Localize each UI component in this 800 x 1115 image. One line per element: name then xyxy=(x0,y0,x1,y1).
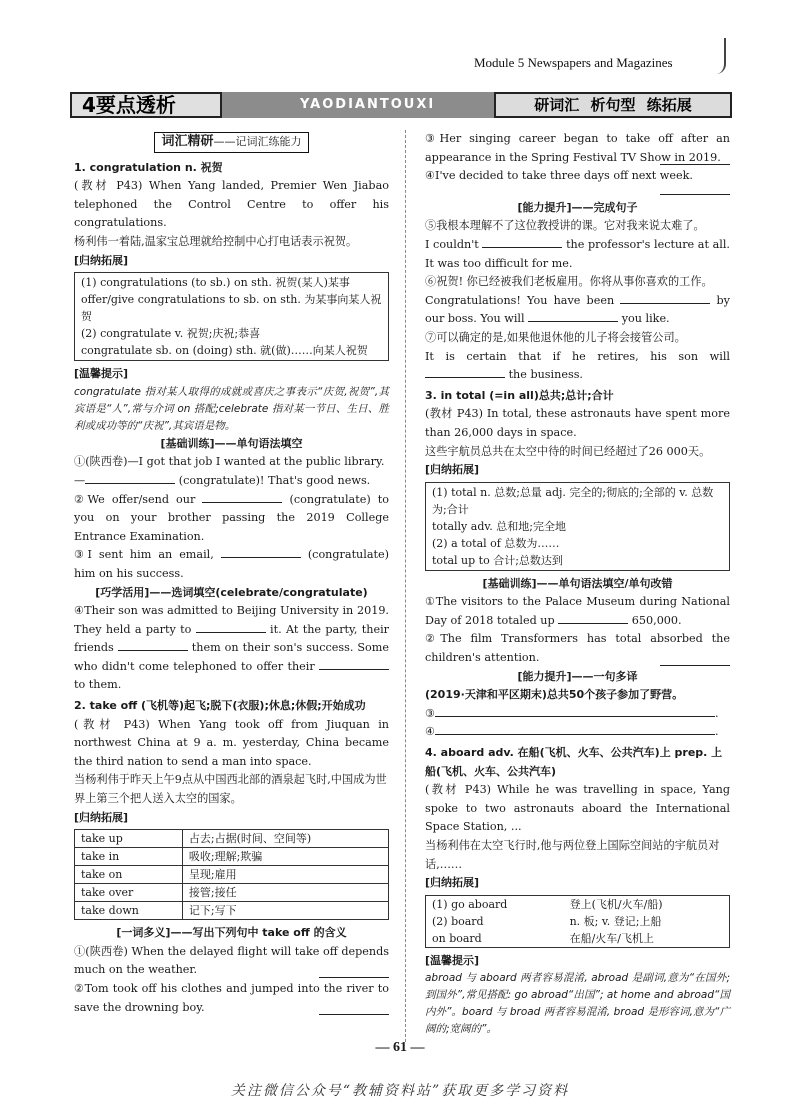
item2-text-cn: 当杨利伟于昨天上午9点从中国西北部的酒泉起飞时,中国成为世界上第三个把人送入太空的国家。 xyxy=(74,773,387,806)
vocab-section-title xyxy=(74,132,389,153)
table-cell: (1) go aboard xyxy=(432,897,508,911)
table-cell: 在船/火车/飞机上 xyxy=(569,931,655,945)
item2-drill-title: [一词多义]——写出下列句中 take off 的含义 xyxy=(116,926,347,940)
item4-tag: [归纳拓展] xyxy=(425,876,480,890)
item1-box-line: offer/give congratulations to sb. on sth. 为某事向某人祝贺 xyxy=(81,293,382,324)
item1-tag: [归纳拓展] xyxy=(74,253,129,267)
drill-text: ②We offer/send our xyxy=(74,492,196,506)
ability-line xyxy=(425,236,730,273)
ability-title: [能力提升]——完成句子 xyxy=(517,200,638,214)
table-row xyxy=(75,848,389,866)
ability-text: the business. xyxy=(508,368,583,382)
item4-text-cn: 当杨利伟在太空飞行时,他与两位登上国际空间站的宇航员对话,…… xyxy=(425,839,720,871)
answer-blank[interactable] xyxy=(482,236,562,248)
drill-text: 650,000. xyxy=(631,613,682,627)
table-cell: take up xyxy=(75,830,183,848)
table-row xyxy=(75,884,389,902)
column-divider xyxy=(405,130,406,1042)
item1-title: 1. congratulation n. 祝贺 xyxy=(74,160,223,174)
answer-line[interactable] xyxy=(319,1014,389,1015)
right-column xyxy=(425,130,730,1038)
drill-line: ③Her singing career began to take off after an appearance in the Spring Festival TV Show in 2019. xyxy=(425,132,730,164)
answer-blank[interactable] xyxy=(202,491,282,503)
apply-text: them on their son's success. Some who didn't come telephoned to offer their xyxy=(74,641,390,673)
item2-title: 2. take off (飞机等)起飞;脱下(衣服);休息;休假;开始成功 xyxy=(74,699,366,713)
vocab-title-box xyxy=(154,132,308,153)
answer-blank[interactable] xyxy=(620,292,710,304)
item1-box-line: (2) congratulate v. 祝贺;庆祝;恭喜 xyxy=(81,327,261,341)
ability-cn: ⑥祝贺! 你已经被我们老板雇用。你将从事你喜欢的工作。 xyxy=(425,275,713,289)
answer-blank[interactable] xyxy=(319,658,389,670)
drill-line: ①(陕西卷)—I got that job I wanted at the public library. xyxy=(74,455,385,469)
translate-line: ③ . xyxy=(425,706,719,720)
ability-text: the professor's lecture at all. It was too difficult for me. xyxy=(425,237,730,270)
drill-line xyxy=(74,546,389,583)
ability-text: by our boss. You will xyxy=(425,293,730,326)
drill-text: (congratulate) to you on your brother passing the 2019 College Entrance Examination. xyxy=(74,492,389,543)
drill-text: ③I sent him an email, xyxy=(74,548,214,562)
band-left-title: 4要点透析 xyxy=(70,92,222,118)
drill-text: ①The visitors to the Palace Museum during National Day of 2018 totaled up xyxy=(425,595,730,627)
ability-text: I couldn't xyxy=(425,237,479,251)
item4-text-en: (教材 P43) While he was travelling in space, Yang spoke to two astronauts aboard the International Space Station, ... xyxy=(425,783,730,834)
section-band xyxy=(70,92,732,118)
ability-cn: ⑦可以确定的是,如果他退休他的儿子将会接管公司。 xyxy=(425,330,686,344)
table-cell: n. 板; v. 登记;上船 xyxy=(569,914,662,928)
apply-line xyxy=(74,602,389,695)
table-cell: 记下;写下 xyxy=(182,902,388,920)
table-cell: 占去;占据(时间、空间等) xyxy=(182,830,388,848)
answer-blank[interactable] xyxy=(221,546,301,558)
ability-text: Congratulations! You have been xyxy=(425,293,615,307)
item3-ability-question: (2019·天津和平区期末)总共50个孩子参加了野营。 xyxy=(425,688,684,702)
table-cell: 接管;接任 xyxy=(182,884,388,902)
apply-text: to them. xyxy=(74,678,122,692)
left-column xyxy=(74,130,389,1017)
item1-box-line: (1) congratulations (to sb.) on sth. 祝贺(某人)某事 xyxy=(81,276,350,290)
table-cell: take over xyxy=(75,884,183,902)
item1-text-en: (教材 P43) When Yang landed, Premier Wen Jiabao telephoned the Control Centre to offer his congratulations. xyxy=(74,179,389,230)
drill-line: ④I've decided to take three days off next week. xyxy=(425,169,693,183)
band-right-title: 研词汇 析句型 练拓展 xyxy=(494,92,732,118)
answer-line[interactable] xyxy=(660,194,730,195)
item1-tip-tag: [温馨提示] xyxy=(74,367,129,381)
item4-title: 4. aboard adv. 在船(飞机、火车、公共汽车)上 prep. 上船(飞机、火车、公共汽车) xyxy=(425,746,723,778)
item3-text-cn: 这些宇航员总共在太空中待的时间已经超过了26 000天。 xyxy=(425,444,711,458)
item3-box xyxy=(425,482,730,571)
table-cell: take down xyxy=(75,902,183,920)
drill-line: ②The film Transformers has total absorbed the children's attention. xyxy=(425,632,730,665)
item1-tip: congratulate 指对某人取得的成就或喜庆之事表示“庆贺,祝贺”,其宾语是“人”,常与介词 on 搭配;celebrate 指对某一节日、生日、胜利或成功等的“庆祝”,其宾语是物。 xyxy=(74,385,389,432)
item3-text-en: (教材 P43) In total, these astronauts have spent more than 26,000 days in space. xyxy=(425,407,730,439)
item3-box-line: (2) a total of 总数为…… xyxy=(432,536,560,550)
item2-tag: [归纳拓展] xyxy=(74,810,129,824)
header-bracket-decoration xyxy=(714,38,726,74)
table-row xyxy=(75,866,389,884)
vocab-title-text: 词汇精研 xyxy=(161,134,214,149)
item4-table xyxy=(425,895,730,948)
answer-blank[interactable] xyxy=(435,723,715,735)
table-row xyxy=(426,913,730,930)
answer-blank[interactable] xyxy=(118,639,188,651)
dash: — xyxy=(74,473,86,487)
item3-box-line: total up to 合计;总数达到 xyxy=(432,553,563,567)
table-cell: 吸收;理解;欺骗 xyxy=(182,848,388,866)
mark: ③ xyxy=(425,706,436,720)
band-pinyin: YAODIANTOUXI xyxy=(300,97,436,112)
answer-blank[interactable] xyxy=(196,621,266,633)
item4-tip-tag: [温馨提示] xyxy=(425,953,480,967)
table-row xyxy=(75,902,389,920)
answer-blank[interactable] xyxy=(435,705,715,717)
drill-text: (congratulate)! That's good news. xyxy=(178,473,371,487)
ability-line xyxy=(425,348,730,385)
item2-text-en: (教材 P43) When Yang took off from Jiuquan in northwest China at 9 a. m. yesterday, China became the third nation to send a man into space. xyxy=(74,717,389,768)
item1-box-line: congratulate sb. on (doing) sth. 就(做)……向某人祝贺 xyxy=(81,344,368,358)
table-cell: take in xyxy=(75,848,183,866)
table-cell: (2) board xyxy=(432,914,484,928)
drill-line: ②Tom took off his clothes and jumped into the river to save the drowning boy. xyxy=(74,982,389,1014)
translate-line: ④ . xyxy=(425,725,719,739)
item3-ability-title: [能力提升]——一句多译 xyxy=(517,669,638,683)
ability-text: It is certain that if he retires, his son will xyxy=(425,349,730,363)
item1-text-cn: 杨利伟一着陆,温家宝总理就给控制中心打电话表示祝贺。 xyxy=(74,234,358,248)
drill-line xyxy=(74,472,389,491)
apply-text: ④Their son was admitted to Beijing University in 2019. They held a party to xyxy=(74,604,389,636)
ability-line xyxy=(425,292,730,329)
drill-line xyxy=(74,491,389,547)
ability-text: you like. xyxy=(621,312,670,326)
table-row xyxy=(426,895,730,913)
table-row xyxy=(75,830,389,848)
drill-line: ①(陕西卷) When the delayed flight will take off depends much on the weather. xyxy=(74,944,389,977)
drill-text: (congratulate) him on his success. xyxy=(74,548,389,580)
footer-note: 关注微信公众号“教辅资料站”获取更多学习资料 xyxy=(230,1083,570,1099)
apply-text: it. At the party, their friends xyxy=(74,622,389,655)
answer-line[interactable] xyxy=(660,665,730,666)
table-row xyxy=(426,930,730,948)
mark: ④ xyxy=(425,725,436,739)
item3-box-line: totally adv. 总和地;完全地 xyxy=(432,519,566,533)
drill-line xyxy=(425,593,730,630)
table-cell: on board xyxy=(432,931,482,945)
item1-apply-title: [巧学活用]——选词填空(celebrate/congratulate) xyxy=(95,585,368,599)
answer-blank[interactable] xyxy=(558,612,628,624)
running-header: Module 5 Newspapers and Magazines xyxy=(474,55,673,70)
item3-drill-title: [基础训练]——单句语法填空/单句改错 xyxy=(482,576,673,590)
item1-drill-title: [基础训练]——单句语法填空 xyxy=(160,436,303,450)
answer-blank[interactable] xyxy=(85,472,175,484)
table-cell: 登上(飞机/火车/船) xyxy=(569,897,663,911)
answer-blank[interactable] xyxy=(425,366,505,378)
page-number: — 61 — xyxy=(375,1040,425,1055)
item3-box-line: (1) total n. 总数;总量 adj. 完全的;彻底的;全部的 v. 总数为;合计 xyxy=(432,485,714,516)
vocab-title-sub: ——记词汇练能力 xyxy=(213,135,302,148)
item2-table xyxy=(74,829,389,920)
item1-box xyxy=(74,272,389,361)
ability-cn: ⑤我根本理解不了这位教授讲的课。它对我来说太难了。 xyxy=(425,219,705,233)
item3-tag: [归纳拓展] xyxy=(425,463,480,477)
item3-title: 3. in total (=in all)总共;总计;合计 xyxy=(425,388,614,402)
answer-blank[interactable] xyxy=(528,310,618,322)
answer-line[interactable] xyxy=(319,977,389,978)
table-cell: 呈现;雇用 xyxy=(182,866,388,884)
table-cell: take on xyxy=(75,866,183,884)
item4-tip: abroad 与 aboard 两者容易混淆, abroad 是副词,意为“在国外;到国外”,常见搭配: go abroad“出国”; at home and abroad“国内外”。board 与 broad 两者容易混淆, broad 是形容词,意为“广阔的;宽阔的”。 xyxy=(425,972,730,1036)
